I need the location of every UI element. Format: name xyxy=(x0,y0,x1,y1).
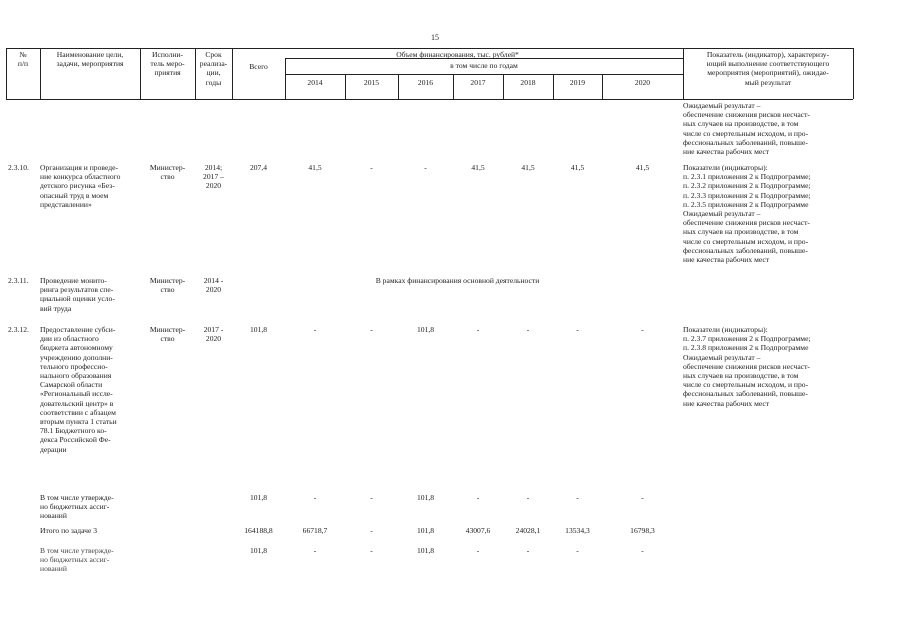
row-num: 2.3.10. xyxy=(8,163,29,172)
summary-value-2015: - xyxy=(370,493,373,502)
row-indicator: Показатели (индикаторы): п. 2.3.1 приложения 2 к Подпрограмме; п. 2.3.2 приложения 2 к Подпрограмме; п. 2.3.3 приложения 2 к Подпрограмме; п. 2.3.5 приложения 2 к Подпрограмме Ожидаемый результат – обеспечение снижения рисков несчаст- ных случаев на производстве, в том числе со смертельным исходом, и про- фессиональных заболеваний, повыше- ние качества рабочих мест xyxy=(683,163,811,265)
row-value-2014: - xyxy=(313,325,317,334)
header-year-2014: 2014 xyxy=(307,78,323,87)
row-term: 2014; 2017 – 2020 xyxy=(203,163,224,191)
row-executor: Министер- ство xyxy=(149,325,186,344)
row-value-2018: - xyxy=(526,325,530,334)
row-value-2020: 41,5 xyxy=(635,163,650,172)
row-value-2020: - xyxy=(641,325,644,334)
header-year-2016: 2016 xyxy=(417,78,434,87)
header-total: Всего xyxy=(249,62,268,71)
summary-total: 101,8 xyxy=(249,493,268,502)
row-term: 2017 - 2020 xyxy=(203,325,224,344)
row-value-2019: - xyxy=(576,325,579,334)
summary-value-2014: - xyxy=(313,546,317,555)
summary-value-2015: - xyxy=(370,546,373,555)
row-value-2016: - xyxy=(424,163,427,172)
summary-value-2017: - xyxy=(476,546,480,555)
header-year-2017: 2017 xyxy=(470,78,486,87)
summary-value-2018: - xyxy=(526,493,530,502)
header-indicator: Показатель (индикатор), характеризу- ющий выполнение соответствующего мероприятия (мероприятий), ожидае- мый результат xyxy=(706,50,830,87)
header-name: Наименование цели, задачи, мероприятия xyxy=(56,50,124,69)
summary-value-2014: - xyxy=(313,493,317,502)
summary-value-2017: - xyxy=(476,493,480,502)
header-year-2018: 2018 xyxy=(520,78,536,87)
row-num: 2.3.12. xyxy=(8,325,29,334)
summary-label: В том числе утвержде- но бюджетных ассиг- нований xyxy=(40,546,114,574)
row-value-2014: 41,5 xyxy=(308,163,322,172)
header-year-2019: 2019 xyxy=(569,78,586,87)
row-total: 101,8 xyxy=(249,325,268,334)
row-value-2017: - xyxy=(476,325,480,334)
summary-value-2016: 101,8 xyxy=(416,526,435,535)
summary-label: В том числе утвержде- но бюджетных ассиг- нований xyxy=(40,493,114,521)
row-executor: Министер- ство xyxy=(149,276,186,295)
summary-value-2020: - xyxy=(641,493,644,502)
summary-total: 101,8 xyxy=(249,546,268,555)
summary-value-2018: 24028,1 xyxy=(515,526,541,535)
row-name: Предоставление субси- дии из областного бюджета автономному учреждению дополни- тельного профессио- нального образования Самарской области «Региональный иссле- довательский центр» в соответствии с абзацем вторым пункта 1 статьи 78.1 Бюджетного ко- декса Российской Фе- дерации xyxy=(40,325,117,454)
row-value-2016: 101,8 xyxy=(416,325,435,334)
summary-value-2019: - xyxy=(576,546,579,555)
row-term: 2014 - 2020 xyxy=(203,276,224,295)
summary-value-2017: 43007,6 xyxy=(465,526,491,535)
row-value-2017: 41,5 xyxy=(471,163,485,172)
summary-label: Итого по задаче 3 xyxy=(40,526,98,535)
header-executor: Исполни- тель меро- приятия xyxy=(150,50,185,78)
header-by-years: в том числе по годам xyxy=(450,61,518,70)
header-year-2020: 2020 xyxy=(634,78,651,87)
header-funding: Объем финансирования, тыс. рублей* xyxy=(396,50,519,59)
summary-value-2019: 13534,3 xyxy=(565,526,590,535)
summary-value-2016: 101,8 xyxy=(416,493,435,502)
header-num: № п/п xyxy=(17,50,29,69)
summary-total: 164188,8 xyxy=(244,526,273,535)
summary-value-2018: - xyxy=(526,546,530,555)
row-value-2015: - xyxy=(370,325,373,334)
header-year-2015: 2015 xyxy=(363,78,380,87)
row-name: Проведение монито- ринга результатов спе- циальной оценки усло- вий труда xyxy=(40,276,115,313)
summary-value-2015: - xyxy=(370,526,373,535)
row-value-2019: 41,5 xyxy=(570,163,585,172)
summary-value-2020: 16798,3 xyxy=(630,526,655,535)
row-name: Организация и проведе- ние конкурса областного детского рисунка «Без- опасный труд в моем представлении» xyxy=(40,163,121,209)
carried-expected-result: Ожидаемый результат – обеспечение снижения рисков несчаст- ных случаев на производстве, в том числе со смертельным исходом, и про- фессиональных заболеваний, повыше- ние качества рабочих мест xyxy=(683,101,810,157)
row-total: 207,4 xyxy=(249,163,268,172)
row-num: 2.3.11. xyxy=(8,276,29,285)
summary-value-2014: 66718,7 xyxy=(302,526,328,535)
row-executor: Министер- ство xyxy=(149,163,186,182)
summary-value-2016: 101,8 xyxy=(416,546,435,555)
row-value-2018: 41,5 xyxy=(521,163,535,172)
header-term: Срок реализа- ции, годы xyxy=(199,50,228,87)
row-funding-note: В рамках финансирования основной деятельности xyxy=(375,276,540,285)
page-number: 15 xyxy=(431,33,439,42)
row-value-2015: - xyxy=(370,163,373,172)
summary-value-2020: - xyxy=(641,546,644,555)
row-indicator: Показатели (индикаторы): п. 2.3.7 приложения 2 к Подпрограмме; п. 2.3.8 приложения 2 к Подпрограмме Ожидаемый результат – обеспечение снижения рисков несчаст- ных случаев на производстве, в том числе со смертельным исходом, и про- фессиональных заболеваний, повыше- ние качества рабочих мест xyxy=(683,325,811,408)
summary-value-2019: - xyxy=(576,493,579,502)
